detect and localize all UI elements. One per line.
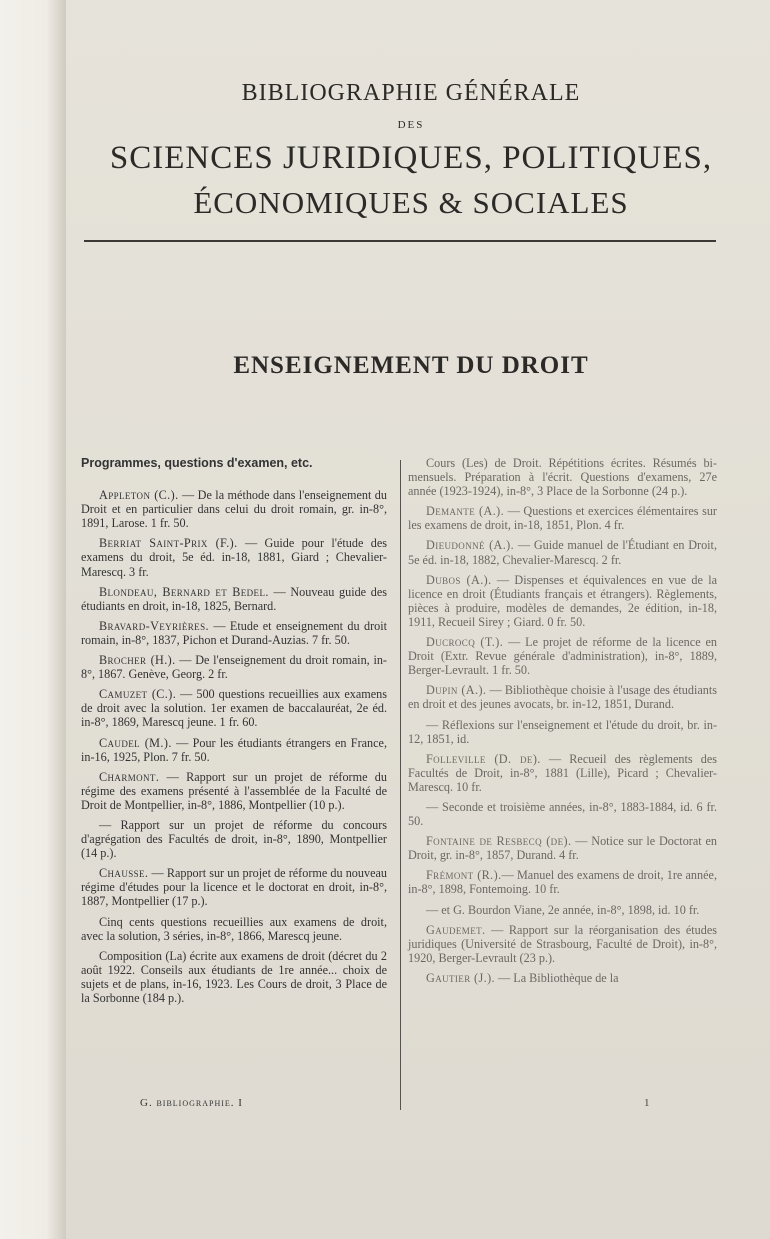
bibliography-entry: [81, 687, 387, 729]
entry-author: Dubos (A.).: [426, 572, 492, 587]
page-number: 1: [644, 1097, 650, 1109]
column-divider: [400, 460, 401, 1110]
entry-author: Dupin (A.).: [426, 683, 487, 698]
entry-text: Cinq cents questions recueillies aux examens de droit, avec la solution, 3 séries, in-8°, 1866, Marescq jeune.: [81, 914, 387, 943]
entry-text: — Guide manuel de l'Étudiant en Droit, 5e éd. in-18, 1882, Chevalier-Marescq. 2 fr.: [408, 538, 717, 567]
entry-author: Gautier (J.).: [426, 970, 495, 985]
bibliography-entry: [408, 752, 717, 794]
entry-author: Camuzet (C.).: [99, 687, 177, 702]
entry-text: Cours (Les) de Droit. Répétitions écrites. Résumés bi-mensuels. Préparation à l'écrit. Questions d'examens, 27e année (1923-1924), in-8°, 3 Place de la Sorbonne (24 p.).: [408, 456, 717, 499]
entry-author: Brocher (H.).: [99, 653, 176, 668]
bibliography-entry: [408, 971, 717, 985]
entry-text: — Pour les étudiants étrangers en France, in-16, 1925, Plon. 7 fr. 50.: [81, 735, 387, 764]
entry-text: — Notice sur le Doctorat en Droit, gr. in-8°, 1857, Durand. 4 fr.: [408, 834, 717, 863]
entry-text: — La Bibliothèque de la: [495, 970, 619, 985]
entry-author: Fontaine de Resbecq (de).: [426, 834, 572, 849]
entry-text: — De l'enseignement du droit romain, in-8°, 1867. Genève, Georg. 2 fr.: [81, 653, 387, 682]
entry-text: — Rapport sur la réorganisation des études juridiques (Université de Strasbourg, Faculté de Droit), in-8°, 1920, Berger-Levrault (23 p.).: [408, 922, 717, 965]
entry-author: Folleville (D. de).: [426, 751, 541, 766]
header-line-4: ÉCONOMIQUES & SOCIALES: [193, 185, 629, 220]
entry-author: Blondeau, Bernard et Bedel.: [99, 584, 269, 599]
entry-author: Frémont (R.).: [426, 868, 502, 883]
entry-author: Dieudonné (A.).: [426, 538, 515, 553]
entry-author: Bravard-Veyrières.: [99, 618, 209, 633]
bibliography-entry: [81, 536, 387, 578]
entry-author: Gaudemet.: [426, 922, 486, 937]
left-column: [81, 456, 387, 1011]
entry-text: — Questions et exercices élémentaires sur les examens de droit, in-18, 1851, Plon. 4 fr.: [408, 504, 717, 533]
bibliography-entry: [408, 635, 717, 677]
bibliography-entry: [408, 573, 717, 629]
entry-text: — Rapport sur un projet de réforme du nouveau régime d'études pour la licence et le doctorat en droit, in-8°, 1887, Montpellier (17 p.).: [81, 866, 387, 909]
entry-text: — Manuel des examens de droit, 1re année, in-8°, 1898, Fontemoing. 10 fr.: [408, 868, 717, 897]
bibliography-entry: [408, 504, 717, 532]
bibliography-entry: [81, 818, 387, 860]
bibliography-entry: [408, 683, 717, 711]
entry-text: — Recueil des règlements des Facultés de Droit, in-8°, 1881 (Lille), Picard ; Chevalier-Marescq. 10 fr.: [408, 751, 717, 794]
bibliography-entry: [81, 770, 387, 812]
entry-author: Chausse.: [99, 866, 149, 881]
book-spine: [0, 0, 66, 1239]
entry-text: — 500 questions recueillies aux examens de droit avec la solution. 1er examen de baccalauréat, 2e éd. in-8°, 1869, Marescq jeune. 1 fr. 60.: [81, 687, 387, 730]
section-title: ENSEIGNEMENT DU DROIT: [233, 352, 589, 379]
header-line-1: BIBLIOGRAPHIE GÉNÉRALE: [241, 80, 581, 106]
bibliography-entry: [408, 834, 717, 862]
bibliography-entry: [408, 456, 717, 498]
bibliography-entry: [408, 538, 717, 566]
entry-author: Demante (A.).: [426, 504, 505, 519]
entry-author: Caudel (M.).: [99, 735, 172, 750]
entry-text: — Rapport sur un projet de réforme du régime des examens présenté à l'assemblée de la Faculté de Droit de Montpellier, in-8°, 1886, Montpellier (10 p.).: [81, 769, 387, 812]
entry-author: Ducrocq (T.).: [426, 635, 504, 650]
entry-author: Charmont.: [99, 769, 160, 784]
entry-text: — Guide pour l'étude des examens du droit, 5e éd. in-18, 1881, Giard ; Chevalier-Marescq. 3 fr.: [81, 536, 387, 579]
bibliography-entry: [408, 868, 717, 896]
bibliography-entry: [81, 488, 387, 530]
bibliography-entry: [81, 619, 387, 647]
entry-author: Berriat Saint-Prix (F.).: [99, 536, 238, 551]
entry-text: — Nouveau guide des étudiants en droit, in-18, 1825, Bernard.: [81, 584, 387, 613]
bibliography-entry: [408, 718, 717, 746]
entry-author: Appleton (C.).: [99, 488, 179, 503]
entry-text: Composition (La) écrite aux examens de droit (décret du 2 août 1922. Conseils aux étudiants de 1re année... choix de sujets et de plans, in-16, 1923. Les Cours de droit, 3 Place de la Sorbonne (184 p.).: [81, 948, 387, 1005]
bibliography-entry: [81, 585, 387, 613]
header-line-2: DES: [397, 119, 425, 131]
header-line-3: SCIENCES JURIDIQUES, POLITIQUES,: [109, 140, 713, 176]
entry-text: — Etude et enseignement du droit romain, in-8°, 1837, Pichon et Durand-Auzias. 7 fr. 50.: [81, 618, 387, 647]
entry-text: — et G. Bourdon Viane, 2e année, in-8°, 1898, id. 10 fr.: [426, 902, 700, 917]
header-rule: [84, 240, 716, 242]
entry-text: — Le projet de réforme de la licence en Droit (Extr. Revue générale d'administration), in-8°, 1889, Berger-Levrault. 1 fr. 50.: [408, 635, 717, 678]
right-column: [408, 456, 717, 991]
entry-text: — Seconde et troisième années, in-8°, 1883-1884, id. 6 fr. 50.: [408, 799, 717, 829]
bibliography-entry: [408, 800, 717, 828]
book-page: [66, 0, 770, 1239]
bibliography-entry: [81, 915, 387, 943]
bibliography-entry: [81, 866, 387, 908]
entry-text: — De la méthode dans l'enseignement du Droit et en particulier dans celui du droit romain, gr. in-8°, 1891, Larose. 1 fr. 50.: [81, 488, 387, 531]
bibliography-entry: [81, 653, 387, 681]
entry-text: — Bibliothèque choisie à l'usage des étudiants en droit et des jeunes avocats, br. in-12, 1851, Durand.: [408, 683, 717, 712]
entry-text: — Rapport sur un projet de réforme du concours d'agrégation des Facultés de droit, in-8°, 1890, Montpellier (14 p.).: [81, 817, 387, 861]
left-column-heading: Programmes, questions d'examen, etc.: [81, 456, 313, 470]
bibliography-entry: [81, 949, 387, 1005]
bibliography-entry: [408, 923, 717, 965]
entry-text: — Dispenses et équivalences en vue de la licence en droit (Étudiants français et étrangers). Règlements, pièces à produire, modèles de demandes, 2e édition, in-18, 1911, Recueil Sirey ; Giard. 0 fr. 50.: [408, 572, 717, 629]
bibliography-entry: [408, 903, 717, 917]
bibliography-entry: [81, 736, 387, 764]
entry-text: — Réflexions sur l'enseignement et l'étude du droit, br. in-12, 1851, id.: [408, 717, 717, 746]
footer-signature: G. bibliographie. I: [140, 1097, 243, 1109]
